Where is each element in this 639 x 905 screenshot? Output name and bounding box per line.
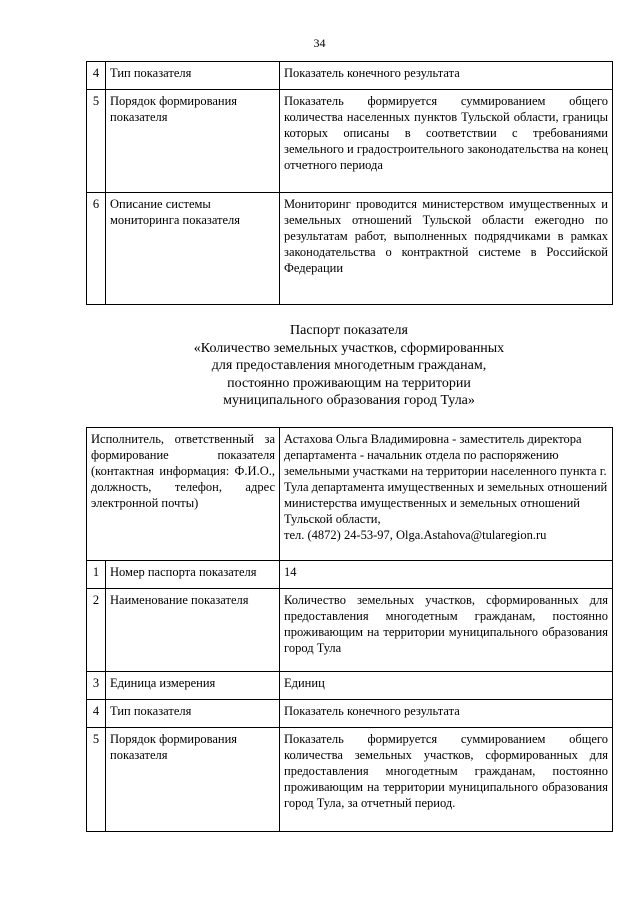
table-row (87, 90, 613, 193)
row-value: Количество земельных участков, сформированных для предоставления многодетным гражданам, постоянно проживающим на территории муниципального образования город Тула (280, 589, 613, 672)
table-row (87, 700, 613, 728)
table-row (87, 672, 613, 700)
row-value: Показатель конечного результата (280, 700, 613, 728)
row-value: Показатель конечного результата (280, 62, 613, 90)
passport-title-line: Паспорт показателя (290, 323, 408, 338)
row-number: 1 (87, 561, 106, 589)
executor-value-cell (280, 428, 613, 561)
table-row (87, 589, 613, 672)
row-number: 6 (87, 193, 106, 305)
row-value: Показатель формируется суммированием общего количества земельных участков, сформированных для предоставления многодетным гражданам, постоянно проживающим на территории муниципального образования город Тула, за отчетный период. (280, 728, 613, 832)
row-number: 3 (87, 672, 106, 700)
passport-title-line: муниципального образования город Тула» (223, 393, 475, 408)
row-label: Тип показателя (106, 62, 280, 90)
row-label: Тип показателя (106, 700, 280, 728)
executor-row (87, 428, 613, 561)
row-label: Описание системы мониторинга показателя (106, 193, 280, 305)
executor-contact: тел. (4872) 24-53-97, Olga.Astahova@tularegion.ru (284, 528, 547, 542)
row-value: Единиц (280, 672, 613, 700)
indicator-passport-table (86, 427, 613, 832)
table-row (87, 193, 613, 305)
row-number: 5 (87, 728, 106, 832)
row-number: 2 (87, 589, 106, 672)
executor-value: Астахова Ольга Владимировна - заместитель директора департамента - начальник отдела по распоряжению земельными участками на территории населенного пункта г. Тула департамента имущественных и земельных отношений министерства имущественных и земельных отношений Тульской области, (284, 432, 608, 526)
row-value: Показатель формируется суммированием общего количества населенных пунктов Тульской области, границы которых описаны в соответствии с требованиями земельного и градостроительного законодательства на конец отчетного периода (280, 90, 613, 193)
passport-title-line: постоянно проживающим на территории (227, 375, 471, 391)
row-value: Мониторинг проводится министерством имущественных и земельных отношений Тульской области ежегодно по результатам работ, выполненных подрядчиками в рамках законодательства о контрактной системе в Российской Федерации (280, 193, 613, 305)
row-number: 4 (87, 700, 106, 728)
row-number: 4 (87, 62, 106, 90)
row-label: Единица измерения (106, 672, 280, 700)
executor-label: Исполнитель, ответственный за формирование показателя (контактная информация: Ф.И.О., должность, телефон, адрес электронной почты) (87, 428, 280, 561)
page-number: 34 (313, 36, 326, 50)
table-row (87, 561, 613, 589)
passport-title (86, 322, 612, 410)
row-value: 14 (280, 561, 613, 589)
row-label: Порядок формирования показателя (106, 728, 280, 832)
row-label: Номер паспорта показателя (106, 561, 280, 589)
indicator-table-continued (86, 61, 613, 305)
row-number: 5 (87, 90, 106, 193)
passport-title-line: для предоставления многодетным гражданам, (211, 358, 487, 373)
row-label: Наименование показателя (106, 589, 280, 672)
row-label: Порядок формирования показателя (106, 90, 280, 193)
table-row (87, 62, 613, 90)
passport-title-line: «Количество земельных участков, сформированных (193, 340, 505, 356)
table-row (87, 728, 613, 832)
